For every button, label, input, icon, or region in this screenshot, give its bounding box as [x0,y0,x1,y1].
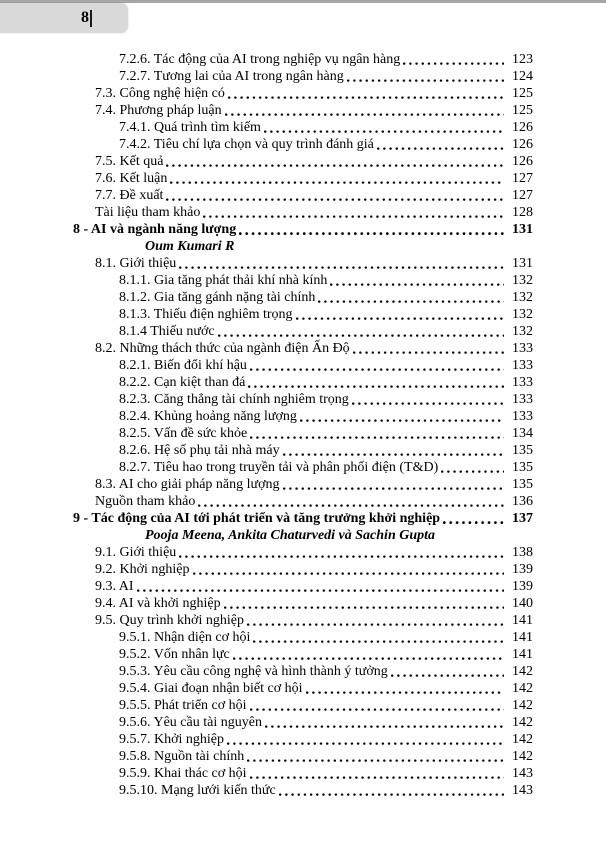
toc-entry-label: 8.2.2. Cạn kiệt than đá [119,375,246,390]
toc-entry-label: 9.1. Giới thiệu [95,545,177,560]
dot-leader [279,782,504,799]
toc-entry-page: 142 [512,698,533,713]
toc-entry[interactable] [0,578,533,595]
toc-entry[interactable] [0,731,533,748]
toc-entry[interactable] [0,340,533,357]
dot-leader [443,510,504,527]
toc-entry-page: 132 [512,273,533,288]
toc-entry-page: 126 [512,154,533,169]
toc-entry-label: 9.5.3. Yêu cầu công nghệ và hình thành ý tưởng [119,664,388,679]
toc-entry[interactable] [0,306,533,323]
toc-entry-page: 135 [512,443,533,458]
toc-chapter-entry[interactable] [0,221,533,238]
toc-entry-label: Nguồn tham khảo [95,494,196,509]
toc-entry-label: 8.2.6. Hệ số phụ tải nhà máy [119,443,280,458]
toc-author-name: Pooja Meena, Ankita Chaturvedi và Sachin Gupta [145,528,436,543]
dot-leader [391,663,504,680]
dot-leader [318,289,504,306]
dot-leader [441,459,504,476]
dot-leader [253,629,504,646]
toc-entry[interactable] [0,68,533,85]
toc-entry-page: 133 [512,392,533,407]
toc-entry-page: 124 [512,69,533,84]
toc-entry-label: 9.5.9. Khai thác cơ hội [119,766,247,781]
toc-entry-label: 9 - Tác động của AI tới phát triển và tăng trưởng khởi nghiệp [73,511,441,526]
toc-chapter-entry[interactable] [0,510,533,527]
toc-entry[interactable] [0,629,533,646]
toc-entry-page: 142 [512,664,533,679]
toc-entry-label: 9.3. AI [95,579,134,594]
toc-entry-page: 135 [512,460,533,475]
toc-entry-page: 133 [512,409,533,424]
dot-leader [228,85,504,102]
toc-entry-label: 8.2.1. Biến đổi khí hậu [119,358,247,373]
toc-entry[interactable] [0,561,533,578]
toc-entry-label: 7.2.7. Tương lai của AI trong ngân hàng [119,69,344,84]
toc-entry-label: 7.6. Kết luận [95,171,168,186]
toc-entry-label: 8.1. Giới thiệu [95,256,177,271]
toc-entry-label: 9.5.2. Vốn nhân lực [119,647,230,662]
toc-entry-page: 133 [512,341,533,356]
toc-entry[interactable] [0,765,533,782]
dot-leader [353,340,504,357]
toc-entry-label: 9.5.5. Phát triển cơ hội [119,698,247,713]
toc-entry-page: 134 [512,426,533,441]
toc-entry-page: 127 [512,171,533,186]
toc-entry[interactable] [0,119,533,136]
dot-leader [377,136,504,153]
toc-entry-page: 133 [512,358,533,373]
dot-leader [193,561,504,578]
dot-leader [296,306,504,323]
toc-author-line [0,527,533,544]
toc-author-line [0,238,533,255]
toc-entry[interactable] [0,51,533,68]
toc-entry-label: 7.4.2. Tiêu chí lựa chọn và quy trình đánh giá [119,137,374,152]
dot-leader [179,255,504,272]
dot-leader [265,714,504,731]
toc-entry-page: 123 [512,52,533,67]
toc-entry-page: 128 [512,205,533,220]
toc-entry[interactable] [0,697,533,714]
dot-leader [306,680,504,697]
toc-entry-page: 142 [512,749,533,764]
dot-leader [347,68,504,85]
dot-leader [166,187,504,204]
toc-entry[interactable] [0,289,533,306]
toc-entry-page: 126 [512,137,533,152]
dot-leader [403,51,504,68]
toc-entry-page: 136 [512,494,533,509]
toc-entry-label: 8.3. AI cho giải pháp năng lượng [95,477,280,492]
toc-entry-page: 135 [512,477,533,492]
toc-entry-label: 9.5.7. Khởi nghiệp [119,732,225,747]
dot-leader [239,221,504,238]
toc-entry-label: 8.1.1. Gia tăng phát thải khí nhà kính [119,273,328,288]
toc-entry-page: 132 [512,324,533,339]
toc-entry[interactable] [0,544,533,561]
dot-leader [233,646,504,663]
toc-entry[interactable] [0,476,533,493]
toc-entry[interactable] [0,136,533,153]
toc-entry-page: 141 [512,630,533,645]
toc-entry-label: 7.3. Công nghệ hiện có [95,86,225,101]
toc-entry[interactable] [0,425,533,442]
toc-entry[interactable] [0,493,533,510]
dot-leader [250,697,504,714]
toc-entry-label: 9.5. Quy trình khởi nghiệp [95,613,244,628]
toc-entry[interactable] [0,187,533,204]
dot-leader [179,544,504,561]
toc-entry[interactable] [0,782,533,799]
page-header[interactable] [0,3,128,33]
toc-entry-label: 9.5.6. Yêu cầu tài nguyên [119,715,262,730]
dot-leader [248,374,504,391]
dot-leader [250,765,504,782]
dot-leader [166,153,504,170]
toc-entry-page: 138 [512,545,533,560]
toc-entry-page: 133 [512,375,533,390]
toc-entry-label: 8.2.3. Căng thẳng tài chính nghiêm trọng [119,392,349,407]
dot-leader [283,476,504,493]
dot-leader [170,170,504,187]
toc-entry-page: 142 [512,732,533,747]
toc-entry[interactable] [0,459,533,476]
toc-entry[interactable] [0,272,533,289]
toc-entry[interactable] [0,102,533,119]
toc-entry-page: 137 [512,511,533,526]
toc-entry[interactable] [0,153,533,170]
dot-leader [283,442,504,459]
toc-entry-label: 9.2. Khởi nghiệp [95,562,190,577]
dot-leader [300,408,504,425]
toc-entry-label: 9.5.1. Nhận diện cơ hội [119,630,251,645]
toc-entry-page: 141 [512,647,533,662]
toc-entry-label: 8.1.2. Gia tăng gánh nặng tài chính [119,290,316,305]
toc-entry-page: 131 [512,222,533,237]
toc-entry-label: 8.2.4. Khủng hoảng năng lượng [119,409,297,424]
toc-entry[interactable] [0,323,533,340]
toc-entry-page: 127 [512,188,533,203]
toc-entry-page: 132 [512,307,533,322]
toc-entry-page: 132 [512,290,533,305]
toc-entry[interactable] [0,204,533,221]
header-page-number: 8 [81,9,89,26]
toc-entry[interactable] [0,357,533,374]
toc-entry[interactable] [0,374,533,391]
dot-leader [250,357,504,374]
toc-entry-page: 143 [512,783,533,798]
dot-leader [137,578,505,595]
dot-leader [198,493,504,510]
toc-author-name: Oum Kumari R [145,239,235,254]
toc-entry-label: 9.4. AI và khởi nghiệp [95,596,221,611]
toc-entry[interactable] [0,646,533,663]
toc-entry-label: 8.2.5. Vấn đề sức khỏe [119,426,248,441]
toc-entry[interactable] [0,680,533,697]
toc-entry[interactable] [0,595,533,612]
toc-entry-label: 9.5.4. Giai đoạn nhận biết cơ hội [119,681,303,696]
dot-leader [224,595,504,612]
toc-entry[interactable] [0,255,533,272]
toc-entry-label: Tài liệu tham khảo [95,205,201,220]
dot-leader [250,425,504,442]
toc-entry-label: 8.1.3. Thiếu điện nghiêm trọng [119,307,293,322]
toc-entry[interactable] [0,663,533,680]
dot-leader [247,612,504,629]
toc-entry-label: 8.2. Những thách thức của ngành điện Ấn Độ [95,341,350,356]
toc-entry-page: 131 [512,256,533,271]
toc-entry[interactable] [0,442,533,459]
dot-leader [264,119,504,136]
toc-entry-label: 7.4. Phương pháp luận [95,103,222,118]
toc-entry-page: 140 [512,596,533,611]
table-of-contents [0,51,533,799]
toc-entry[interactable] [0,714,533,731]
dot-leader [247,748,504,765]
toc-entry-page: 139 [512,579,533,594]
toc-entry-label: 9.5.10. Mạng lưới kiến thức [119,783,276,798]
toc-entry-page: 126 [512,120,533,135]
toc-entry-label: 7.5. Kết quả [95,154,164,169]
toc-entry[interactable] [0,612,533,629]
dot-leader [218,323,504,340]
dot-leader [330,272,504,289]
toc-entry-label: 8.1.4 Thiếu nước [119,324,215,339]
toc-entry-page: 125 [512,103,533,118]
toc-entry[interactable] [0,170,533,187]
toc-entry[interactable] [0,748,533,765]
toc-entry-page: 125 [512,86,533,101]
toc-entry-label: 9.5.8. Nguồn tài chính [119,749,245,764]
dot-leader [225,102,504,119]
dot-leader [352,391,504,408]
toc-entry[interactable] [0,391,533,408]
toc-entry-page: 142 [512,715,533,730]
toc-entry-label: 7.4.1. Quá trình tìm kiếm [119,120,261,135]
text-cursor [90,10,92,27]
toc-entry-page: 139 [512,562,533,577]
toc-entry-label: 7.7. Đề xuất [95,188,164,203]
toc-entry-page: 142 [512,681,533,696]
toc-entry-page: 143 [512,766,533,781]
toc-entry[interactable] [0,85,533,102]
dot-leader [227,731,504,748]
toc-entry-label: 7.2.6. Tác động của AI trong nghiệp vụ ngân hàng [119,52,401,67]
toc-entry[interactable] [0,408,533,425]
toc-entry-label: 8 - AI và ngành năng lượng [73,222,237,237]
toc-entry-label: 8.2.7. Tiêu hao trong truyền tải và phân phối điện (T&D) [119,460,439,475]
dot-leader [203,204,504,221]
toc-entry-page: 141 [512,613,533,628]
